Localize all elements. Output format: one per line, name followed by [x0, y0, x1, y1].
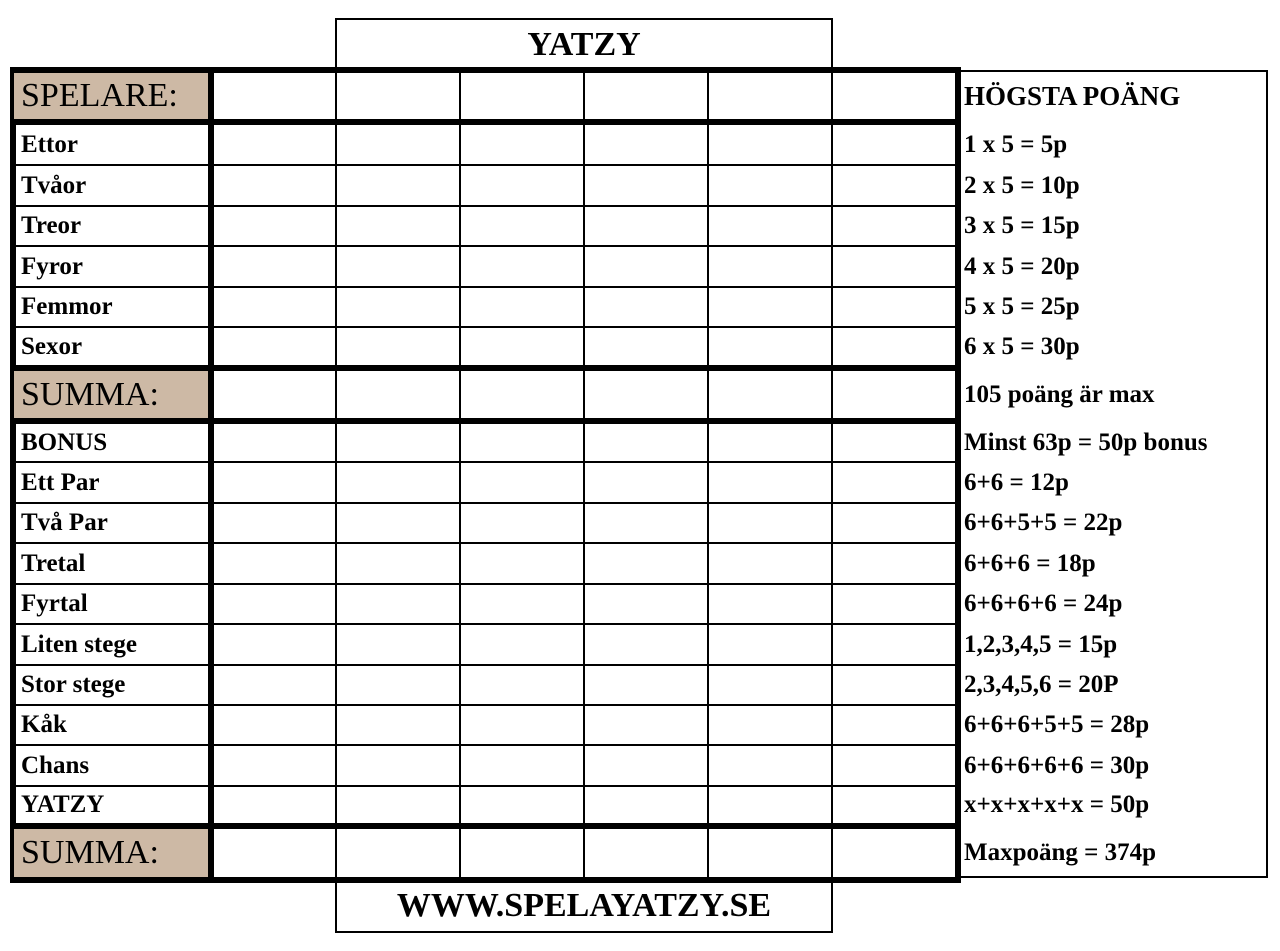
row-label-treor: Treor [21, 212, 82, 239]
score-cell[interactable] [585, 424, 707, 461]
score-cell[interactable] [461, 706, 583, 744]
score-cell[interactable] [215, 207, 335, 245]
score-cell[interactable] [337, 424, 459, 461]
max-score-text: x+x+x+x+x = 50p [964, 791, 1150, 818]
score-cell[interactable] [585, 746, 707, 785]
max-score-text: Minst 63p = 50p bonus [964, 428, 1208, 456]
row-label-kåk: Kåk [21, 711, 67, 738]
score-cell[interactable] [585, 544, 707, 583]
score-cell[interactable] [585, 787, 707, 823]
score-cell[interactable] [337, 328, 459, 365]
score-cell[interactable] [709, 829, 831, 877]
score-cell[interactable] [215, 247, 335, 286]
score-cell[interactable] [585, 247, 707, 286]
score-cell[interactable] [833, 125, 955, 164]
score-cell[interactable] [585, 829, 707, 877]
score-cell[interactable] [585, 288, 707, 326]
score-cell[interactable] [461, 666, 583, 704]
score-cell[interactable] [215, 424, 335, 461]
player-name-cell[interactable] [585, 73, 707, 119]
score-cell[interactable] [461, 746, 583, 785]
score-cell[interactable] [215, 504, 335, 542]
max-score-text: 6+6+6+6 = 24p [964, 590, 1123, 617]
sheet-title: YATZY [335, 18, 833, 72]
score-cell[interactable] [337, 463, 459, 502]
row-label-yatzy: YATZY [21, 791, 105, 818]
score-cell[interactable] [585, 625, 707, 664]
row-label-fyrtal: Fyrtal [21, 590, 88, 617]
score-cell[interactable] [215, 625, 335, 664]
score-cell[interactable] [461, 787, 583, 823]
score-cell[interactable] [709, 125, 831, 164]
score-cell[interactable] [215, 787, 335, 823]
score-cell[interactable] [215, 829, 335, 877]
footer-website: WWW.SPELAYATZY.SE [335, 878, 833, 933]
score-cell[interactable] [461, 166, 583, 205]
score-cell[interactable] [215, 166, 335, 205]
score-cell[interactable] [337, 625, 459, 664]
score-cell[interactable] [461, 585, 583, 623]
score-cell[interactable] [461, 463, 583, 502]
player-name-cell[interactable] [709, 73, 831, 119]
score-cell[interactable] [709, 585, 831, 623]
score-cell[interactable] [337, 504, 459, 542]
score-cell[interactable] [585, 585, 707, 623]
player-name-cell[interactable] [337, 73, 459, 119]
score-cell[interactable] [833, 504, 955, 542]
row-label-ett-par: Ett Par [21, 468, 100, 496]
row-label-bonus: BONUS [21, 428, 108, 456]
score-cell[interactable] [833, 666, 955, 704]
max-score-text: 6+6+6+6+6 = 30p [964, 751, 1150, 779]
score-cell[interactable] [337, 125, 459, 164]
row-label-två-par: Två Par [21, 509, 108, 536]
score-cell[interactable] [709, 288, 831, 326]
score-cell[interactable] [833, 544, 955, 583]
score-cell[interactable] [709, 706, 831, 744]
row-label-liten-stege: Liten stege [21, 630, 137, 658]
row-label-tretal: Tretal [21, 549, 86, 577]
row-label-summa: SUMMA: [14, 829, 208, 877]
max-score-text: 1 x 5 = 5p [964, 130, 1068, 158]
row-divider [10, 877, 960, 883]
max-score-text: 4 x 5 = 20p [964, 252, 1080, 280]
score-cell[interactable] [709, 371, 831, 418]
score-cell[interactable] [709, 787, 831, 823]
score-cell[interactable] [337, 787, 459, 823]
score-cell[interactable] [709, 247, 831, 286]
score-cell[interactable] [461, 288, 583, 326]
score-cell[interactable] [585, 504, 707, 542]
score-cell[interactable] [585, 666, 707, 704]
score-cell[interactable] [461, 247, 583, 286]
score-cell[interactable] [585, 706, 707, 744]
score-cell[interactable] [337, 166, 459, 205]
score-cell[interactable] [709, 328, 831, 365]
score-cell[interactable] [585, 371, 707, 418]
score-cell[interactable] [215, 706, 335, 744]
max-score-text: 105 poäng är max [964, 380, 1155, 408]
score-cell[interactable] [709, 463, 831, 502]
score-cell[interactable] [337, 585, 459, 623]
score-cell[interactable] [709, 544, 831, 583]
player-name-cell[interactable] [215, 73, 335, 119]
row-label-sexor: Sexor [21, 332, 83, 360]
score-cell[interactable] [337, 544, 459, 583]
score-cell[interactable] [215, 746, 335, 785]
score-cell[interactable] [833, 585, 955, 623]
score-cell[interactable] [337, 666, 459, 704]
score-cell[interactable] [709, 504, 831, 542]
score-cell[interactable] [709, 625, 831, 664]
max-score-text: 6+6+6+5+5 = 28p [964, 711, 1150, 738]
score-cell[interactable] [337, 247, 459, 286]
score-cell[interactable] [709, 166, 831, 205]
score-cell[interactable] [215, 666, 335, 704]
score-cell[interactable] [461, 371, 583, 418]
row-label-stor-stege: Stor stege [21, 671, 126, 698]
score-cell[interactable] [833, 787, 955, 823]
score-cell[interactable] [215, 125, 335, 164]
score-cell[interactable] [337, 288, 459, 326]
score-cell[interactable] [709, 666, 831, 704]
score-cell[interactable] [585, 166, 707, 205]
max-score-heading: HÖGSTA POÄNG [964, 80, 1181, 111]
row-label-chans: Chans [21, 751, 90, 779]
score-cell[interactable] [833, 746, 955, 785]
score-cell[interactable] [337, 371, 459, 418]
max-score-text: 6+6+6 = 18p [964, 549, 1096, 577]
score-cell[interactable] [833, 166, 955, 205]
score-cell[interactable] [215, 463, 335, 502]
max-score-text: 3 x 5 = 15p [964, 212, 1080, 239]
score-cell[interactable] [709, 424, 831, 461]
score-cell[interactable] [833, 207, 955, 245]
max-score-text: 5 x 5 = 25p [964, 293, 1080, 320]
max-score-text: 6+6 = 12p [964, 468, 1069, 496]
max-score-text: Maxpoäng = 374p [964, 839, 1157, 866]
score-cell[interactable] [215, 288, 335, 326]
score-cell[interactable] [833, 288, 955, 326]
score-cell[interactable] [585, 463, 707, 502]
score-cell[interactable] [585, 207, 707, 245]
score-cell[interactable] [461, 424, 583, 461]
score-cell[interactable] [461, 328, 583, 365]
score-cell[interactable] [215, 371, 335, 418]
score-cell[interactable] [833, 247, 955, 286]
max-score-text: 2 x 5 = 10p [964, 171, 1080, 199]
score-cell[interactable] [337, 706, 459, 744]
score-cell[interactable] [215, 328, 335, 365]
score-cell[interactable] [461, 544, 583, 583]
max-score-text: 1,2,3,4,5 = 15p [964, 630, 1118, 658]
score-cell[interactable] [833, 706, 955, 744]
score-cell[interactable] [337, 829, 459, 877]
score-cell[interactable] [461, 125, 583, 164]
score-cell[interactable] [337, 746, 459, 785]
row-label-ettor: Ettor [21, 130, 78, 158]
max-score-text: 6+6+5+5 = 22p [964, 509, 1123, 536]
score-cell[interactable] [337, 207, 459, 245]
row-label-fyror: Fyror [21, 252, 84, 280]
score-cell[interactable] [585, 328, 707, 365]
row-label-tvåor: Tvåor [21, 171, 87, 199]
score-cell[interactable] [833, 463, 955, 502]
score-cell[interactable] [215, 544, 335, 583]
score-cell[interactable] [215, 585, 335, 623]
row-label-spelare: SPELARE: [14, 73, 208, 119]
row-label-summa: SUMMA: [14, 371, 208, 418]
score-cell[interactable] [461, 504, 583, 542]
score-cell[interactable] [461, 207, 583, 245]
score-cell[interactable] [709, 207, 831, 245]
score-cell[interactable] [833, 328, 955, 365]
score-cell[interactable] [833, 625, 955, 664]
score-cell[interactable] [833, 424, 955, 461]
score-cell[interactable] [833, 371, 955, 418]
table-border-right [955, 67, 961, 883]
score-cell[interactable] [461, 625, 583, 664]
max-score-text: 2,3,4,5,6 = 20P [964, 671, 1119, 698]
score-cell[interactable] [833, 829, 955, 877]
row-label-femmor: Femmor [21, 293, 113, 320]
player-name-cell[interactable] [461, 73, 583, 119]
score-cell[interactable] [709, 746, 831, 785]
label-column-divider [208, 67, 214, 883]
max-score-text: 6 x 5 = 30p [964, 332, 1080, 360]
score-cell[interactable] [585, 125, 707, 164]
score-cell[interactable] [461, 829, 583, 877]
player-name-cell[interactable] [833, 73, 955, 119]
